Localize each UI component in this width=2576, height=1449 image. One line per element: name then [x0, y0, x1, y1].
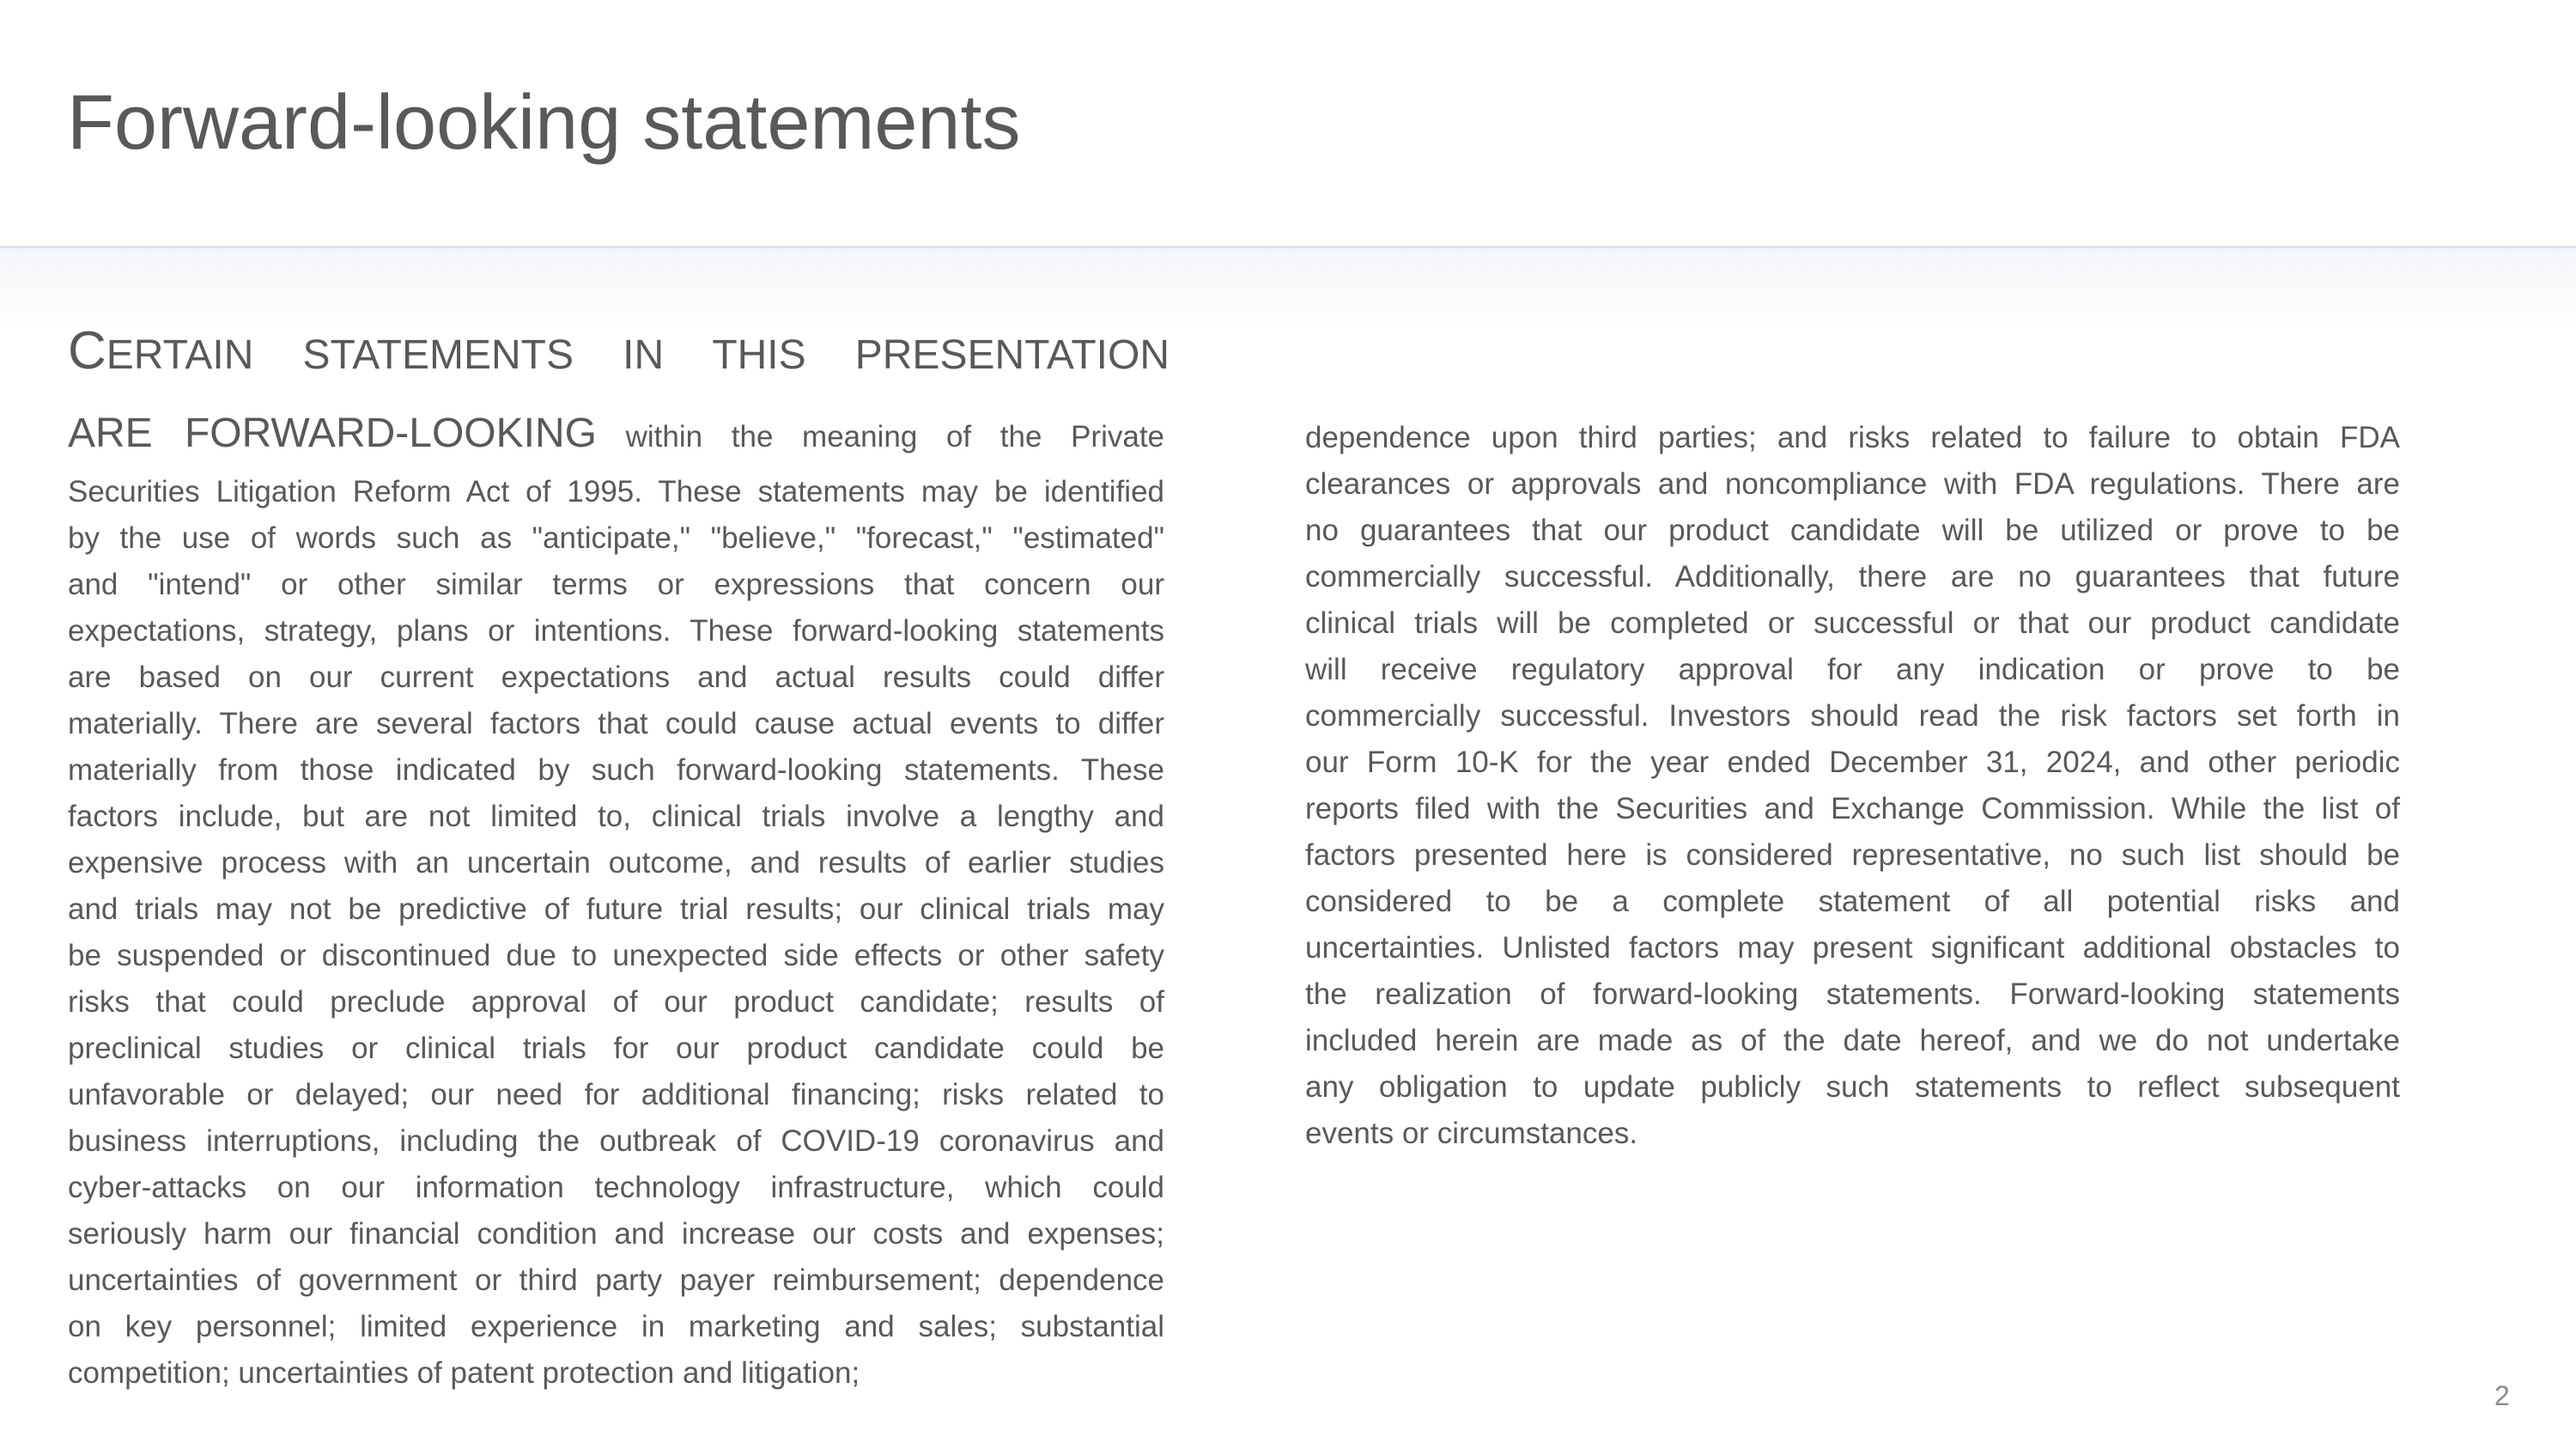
body-line: factors presented here is considered representative, no such list should be [1305, 838, 2400, 872]
lead-heading-line-2 [68, 404, 1164, 464]
body-line: Securities Litigation Reform Act of 1995. These statements may be identified [68, 475, 1164, 508]
body-line: be suspended or discontinued due to unexpected side effects or other safety [68, 939, 1164, 972]
body-line: included herein are made as of the date hereof, and we do not undertake [1305, 1024, 2400, 1057]
body-line: any obligation to update publicly such statements to reflect subsequent [1305, 1070, 2400, 1104]
lead-heading-smallcaps: ERTAIN STATEMENTS IN THIS PRESENTATION [106, 332, 1170, 378]
body-line: events or circumstances. [1305, 1117, 1638, 1150]
body-line: will receive regulatory approval for any indication or prove to be [1305, 653, 2400, 686]
slide-title: Forward-looking statements [67, 80, 1021, 166]
body-line: uncertainties of government or third party payer reimbursement; dependence [68, 1263, 1164, 1297]
header-gradient-band [0, 248, 2576, 330]
body-line: clinical trials will be completed or successful or that our product candidate [1305, 606, 2400, 640]
body-line: unfavorable or delayed; our need for additional financing; risks related to [68, 1078, 1164, 1111]
body-line: uncertainties. Unlisted factors may present significant additional obstacles to [1305, 931, 2400, 965]
page-number: 2 [2494, 1380, 2510, 1411]
body-line: no guarantees that our product candidate will be utilized or prove to be [1305, 514, 2400, 547]
lead-heading-dropcap: C [68, 321, 106, 381]
lead-heading-smallcaps-2: ARE FORWARD-LOOKING [68, 411, 597, 456]
body-line: the realization of forward-looking statements. Forward-looking statements [1305, 977, 2400, 1011]
body-line: by the use of words such as "anticipate," "believe," "forecast," "estimated" [68, 521, 1164, 555]
body-line: seriously harm our financial condition and increase our costs and expenses; [68, 1217, 1164, 1251]
body-line: expectations, strategy, plans or intentions. These forward-looking statements [68, 614, 1164, 648]
body-line: our Form 10-K for the year ended December 31, 2024, and other periodic [1305, 746, 2400, 779]
body-line: and "intend" or other similar terms or expressions that concern our [68, 568, 1164, 601]
body-line: commercially successful. Additionally, there are no guarantees that future [1305, 560, 2400, 594]
body-line: and trials may not be predictive of future trial results; our clinical trials may [68, 892, 1164, 926]
body-line: on key personnel; limited experience in marketing and sales; substantial [68, 1310, 1164, 1343]
lead-heading-rest: within the meaning of the Private [596, 420, 1165, 454]
body-line: competition; uncertainties of patent protection and litigation; [68, 1356, 860, 1390]
body-line: commercially successful. Investors should read the risk factors set forth in [1305, 699, 2400, 733]
body-line: factors include, but are not limited to, clinical trials involve a lengthy and [68, 800, 1164, 833]
body-line: business interruptions, including the outbreak of COVID-19 coronavirus and [68, 1124, 1164, 1158]
body-line: clearances or approvals and noncompliance with FDA regulations. There are [1305, 467, 2400, 501]
body-line: preclinical studies or clinical trials for our product candidate could be [68, 1032, 1164, 1065]
body-line: are based on our current expectations and actual results could differ [68, 661, 1164, 694]
lead-heading-line-1 [68, 321, 1170, 381]
body-line: risks that could preclude approval of our product candidate; results of [68, 985, 1164, 1019]
body-line: materially from those indicated by such forward-looking statements. These [68, 753, 1164, 787]
body-line: considered to be a complete statement of all potential risks and [1305, 885, 2400, 918]
body-line: cyber-attacks on our information technology infrastructure, which could [68, 1171, 1164, 1204]
body-line: materially. There are several factors that could cause actual events to differ [68, 707, 1164, 740]
body-line: reports filed with the Securities and Exchange Commission. While the list of [1305, 792, 2400, 825]
body-line: expensive process with an uncertain outcome, and results of earlier studies [68, 846, 1164, 880]
body-line: dependence upon third parties; and risks related to failure to obtain FDA [1305, 421, 2400, 454]
